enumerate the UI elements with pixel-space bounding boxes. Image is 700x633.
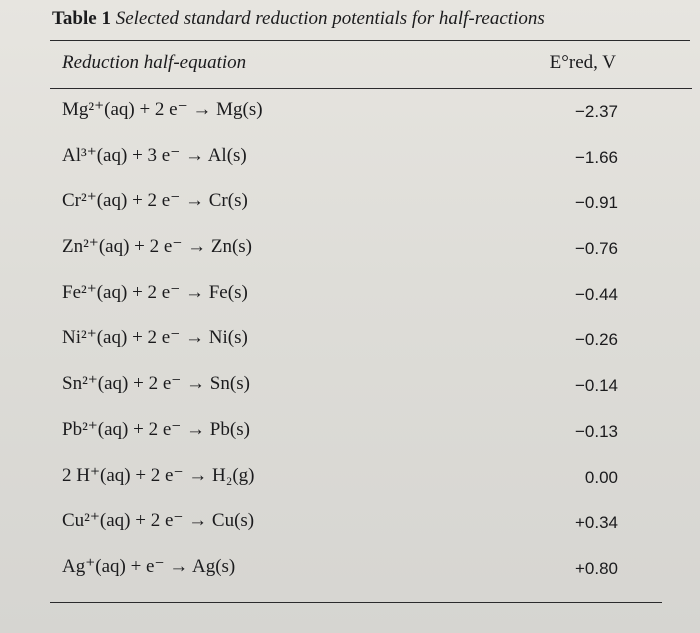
reduction-potential: −1.66 [574, 147, 618, 167]
reduction-potential: −0.26 [574, 330, 618, 350]
half-equation: Ag⁺(aq) + e⁻ → Ag(s) [62, 555, 236, 577]
half-equation: Ni²⁺(aq) + 2 e⁻ → Ni(s) [62, 327, 248, 349]
table-row [0, 183, 700, 229]
table-row [0, 549, 700, 595]
table-caption [52, 8, 545, 30]
table-row [0, 366, 700, 412]
half-equation: Pb²⁺(aq) + 2 e⁻ → Pb(s) [62, 418, 250, 440]
reduction-potential: −0.44 [574, 284, 618, 304]
table-row [0, 412, 700, 458]
table-title: Selected standard reduction potentials for half-reactions [115, 8, 545, 29]
half-equation: Fe²⁺(aq) + 2 e⁻ → Fe(s) [62, 281, 248, 303]
half-equation: Mg²⁺(aq) + 2 e⁻ → Mg(s) [62, 99, 263, 120]
table-row [0, 229, 700, 275]
table-row [0, 458, 700, 504]
reduction-potential: +0.80 [574, 558, 618, 578]
top-rule [50, 40, 690, 41]
table-row [0, 275, 700, 321]
table-row [0, 320, 700, 366]
reduction-potential: −0.76 [574, 239, 618, 259]
reduction-potential: 0.00 [584, 467, 618, 487]
reduction-potential: −0.13 [574, 421, 618, 441]
column-header-potential: E°red, V [549, 52, 616, 73]
reduction-potential: +0.34 [574, 513, 618, 533]
table-body [0, 92, 700, 595]
column-header-equation: Reduction half-equation [62, 52, 247, 73]
table-row [0, 503, 700, 549]
reduction-potential: −0.91 [574, 193, 618, 213]
half-equation: Cr²⁺(aq) + 2 e⁻ → Cr(s) [62, 190, 248, 212]
bottom-rule [50, 602, 662, 603]
table-row [0, 138, 700, 184]
half-equation: Sn²⁺(aq) + 2 e⁻ → Sn(s) [62, 373, 250, 395]
header-rule [50, 88, 692, 89]
table-number: Table 1 [52, 8, 111, 29]
half-equation: 2 H⁺(aq) + 2 e⁻ → H₂(g) [62, 464, 255, 486]
half-equation: Zn²⁺(aq) + 2 e⁻ → Zn(s) [62, 236, 252, 258]
half-equation: Cu²⁺(aq) + 2 e⁻ → Cu(s) [62, 510, 255, 532]
half-equation: Al³⁺(aq) + 3 e⁻ → Al(s) [62, 144, 247, 166]
reduction-potential: −2.37 [574, 102, 618, 121]
table-row [0, 92, 700, 138]
reduction-potential: −0.14 [574, 376, 618, 396]
